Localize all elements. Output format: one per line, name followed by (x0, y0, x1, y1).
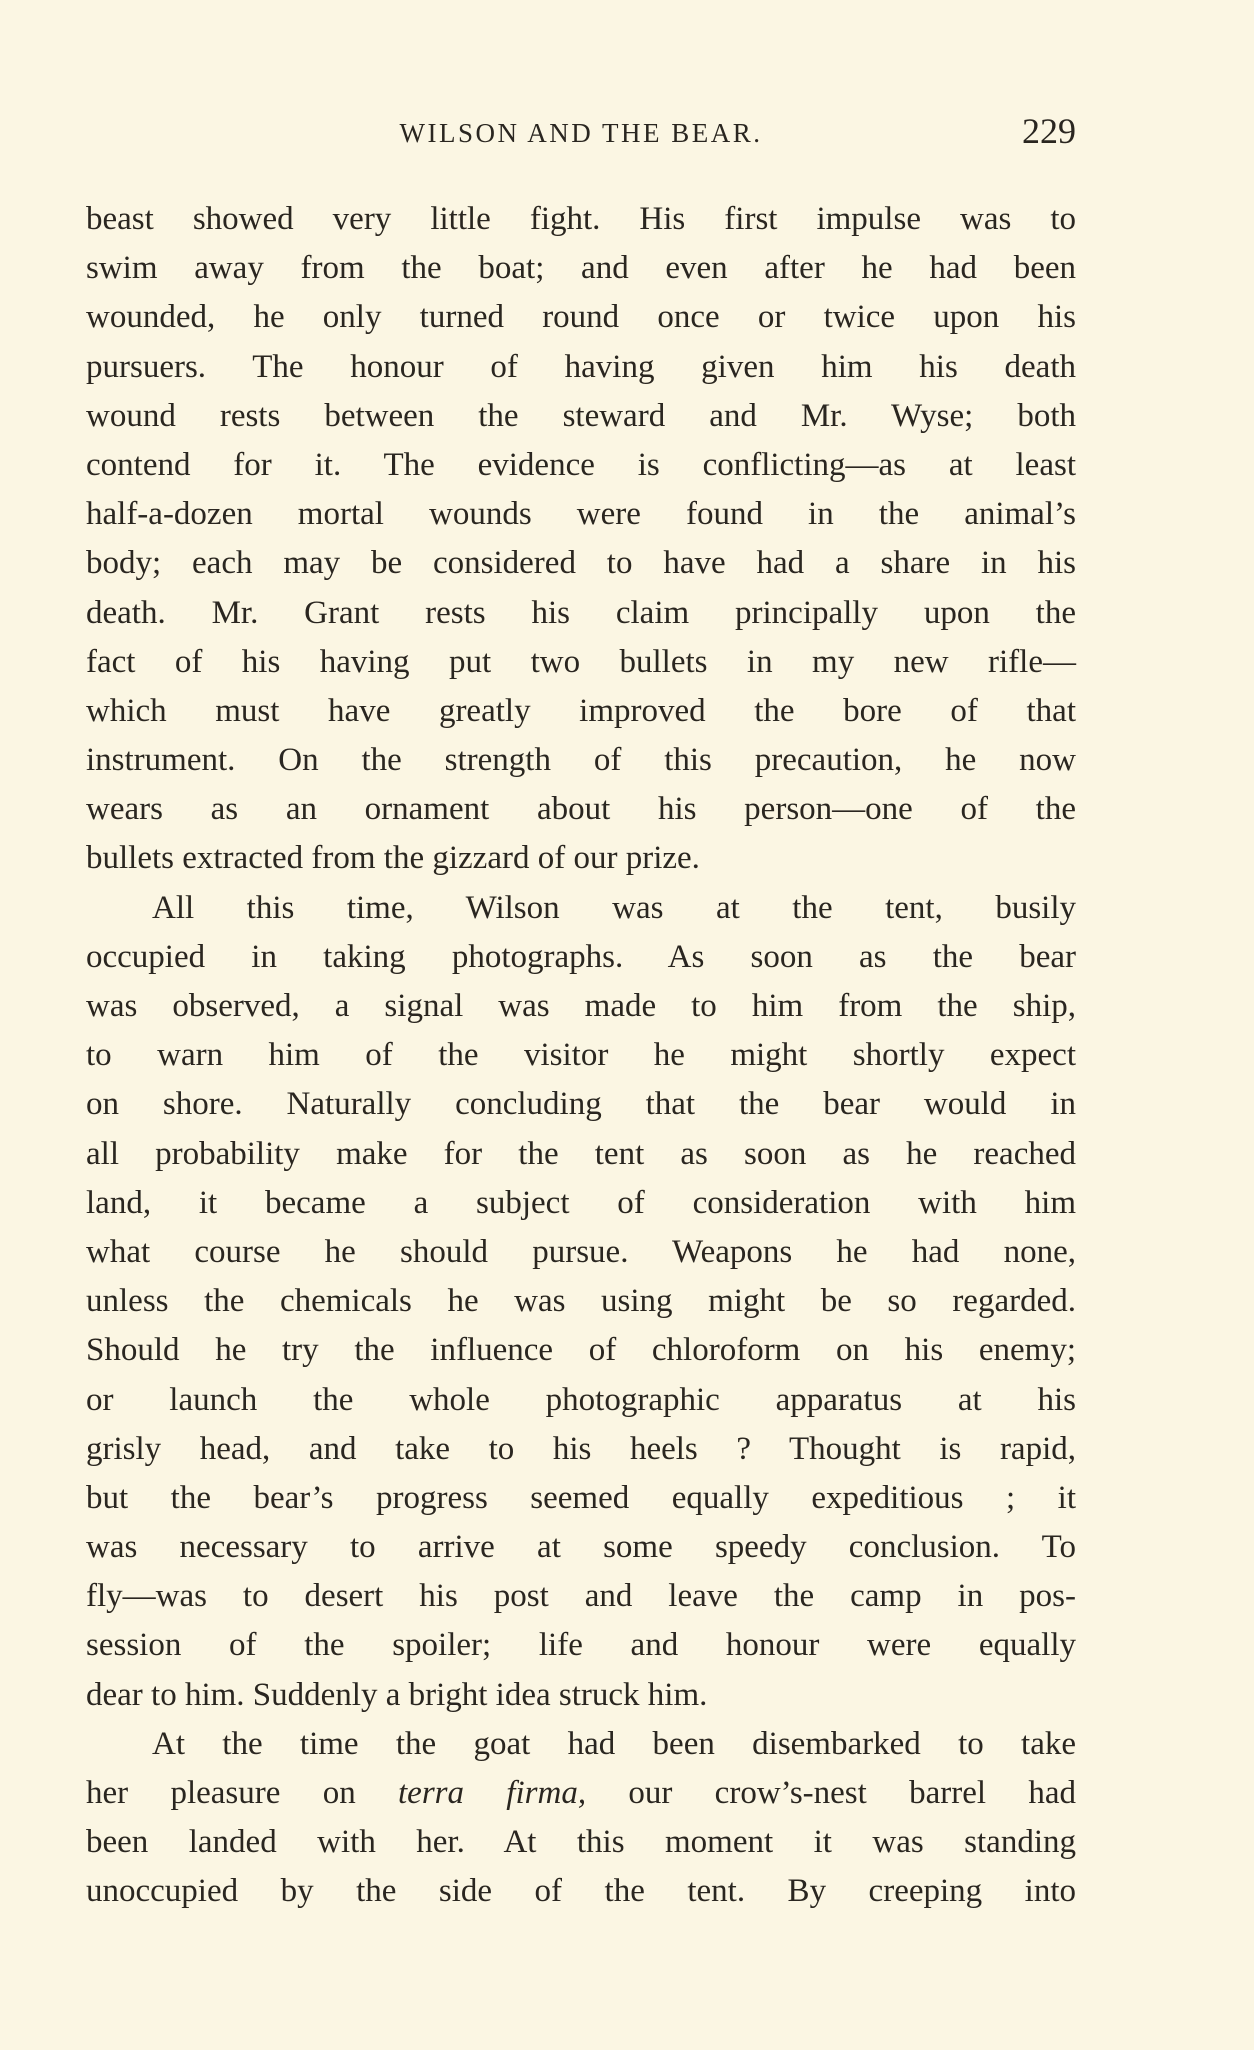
text-line: grisly head, and take to his heels ? Thought is rapid, (86, 1430, 1076, 1467)
text-line: was necessary to arrive at some speedy conclusion. To (86, 1529, 1076, 1566)
text-line (86, 1769, 1076, 1818)
text-line: pursuers. The honour of having given him his death (86, 348, 1076, 385)
text-line: but the bear’s progress seemed equally expeditious ; it (86, 1479, 1076, 1516)
text-line: session of the spoiler; life and honour were equally (86, 1627, 1076, 1664)
text-line: which must have greatly improved the bore of that (86, 692, 1076, 729)
text-line: unoccupied by the side of the tent. By creeping into (86, 1873, 1076, 1910)
book-page (86, 110, 1076, 1917)
italic-phrase: terra firma, (398, 1775, 587, 1811)
text-segment: At the time the goat had been disembarked to take (152, 1725, 1076, 1762)
text-line: body; each may be considered to have had a share in his (86, 545, 1076, 582)
text-line: occupied in taking photographs. As soon as the bear (86, 938, 1076, 975)
text-line (86, 1720, 1076, 1769)
text-line: was observed, a signal was made to him from the ship, (86, 988, 1076, 1024)
text-line: All this time, Wilson was at the tent, busily (152, 889, 1076, 926)
text-line: swim away from the boat; and even after he had been (86, 250, 1076, 287)
text-line: instrument. On the strength of this precaution, he now (86, 742, 1076, 779)
running-head (86, 110, 1076, 160)
text-line: wears as an ornament about his person—one of the (86, 791, 1076, 828)
text-line: fact of his having put two bullets in my new rifle— (86, 643, 1076, 680)
text-line: on shore. Naturally concluding that the bear would in (86, 1086, 1076, 1123)
text-line: bullets extracted from the gizzard of our prize. (86, 840, 700, 877)
text-line: beast showed very little fight. His first impulse was to (86, 201, 1076, 237)
text-line: dear to him. Suddenly a bright idea struck him. (86, 1676, 708, 1713)
text-line: half-a-dozen mortal wounds were found in the animal’s (86, 496, 1076, 533)
text-line: been landed with her. At this moment it was standing (86, 1824, 1076, 1861)
page-number: 229 (1022, 111, 1076, 151)
text-line: contend for it. The evidence is conflicting—as at least (86, 446, 1076, 483)
text-line: or launch the whole photographic apparatus at his (86, 1381, 1076, 1418)
text-segment: our crow’s-nest barrel had (586, 1775, 1077, 1811)
text-line: all probability make for the tent as soon as he reached (86, 1135, 1076, 1172)
text-line: death. Mr. Grant rests his claim principally upon the (86, 594, 1076, 631)
text-line: Should he try the influence of chloroform on his enemy; (86, 1332, 1076, 1369)
text-line: to warn him of the visitor he might shortly expect (86, 1037, 1076, 1074)
text-segment: her pleasure on (86, 1775, 398, 1811)
text-line: wounded, he only turned round once or twice upon his (86, 299, 1076, 336)
body-text (86, 195, 1076, 1917)
text-line: land, it became a subject of consideration with him (86, 1184, 1076, 1221)
text-line: what course he should pursue. Weapons he had none, (86, 1233, 1076, 1270)
text-line: wound rests between the steward and Mr. Wyse; both (86, 397, 1076, 434)
text-line: fly—was to desert his post and leave the camp in pos- (86, 1578, 1076, 1615)
text-line: unless the chemicals he was using might be so regarded. (86, 1283, 1076, 1320)
running-title: WILSON AND THE BEAR. (399, 118, 763, 148)
